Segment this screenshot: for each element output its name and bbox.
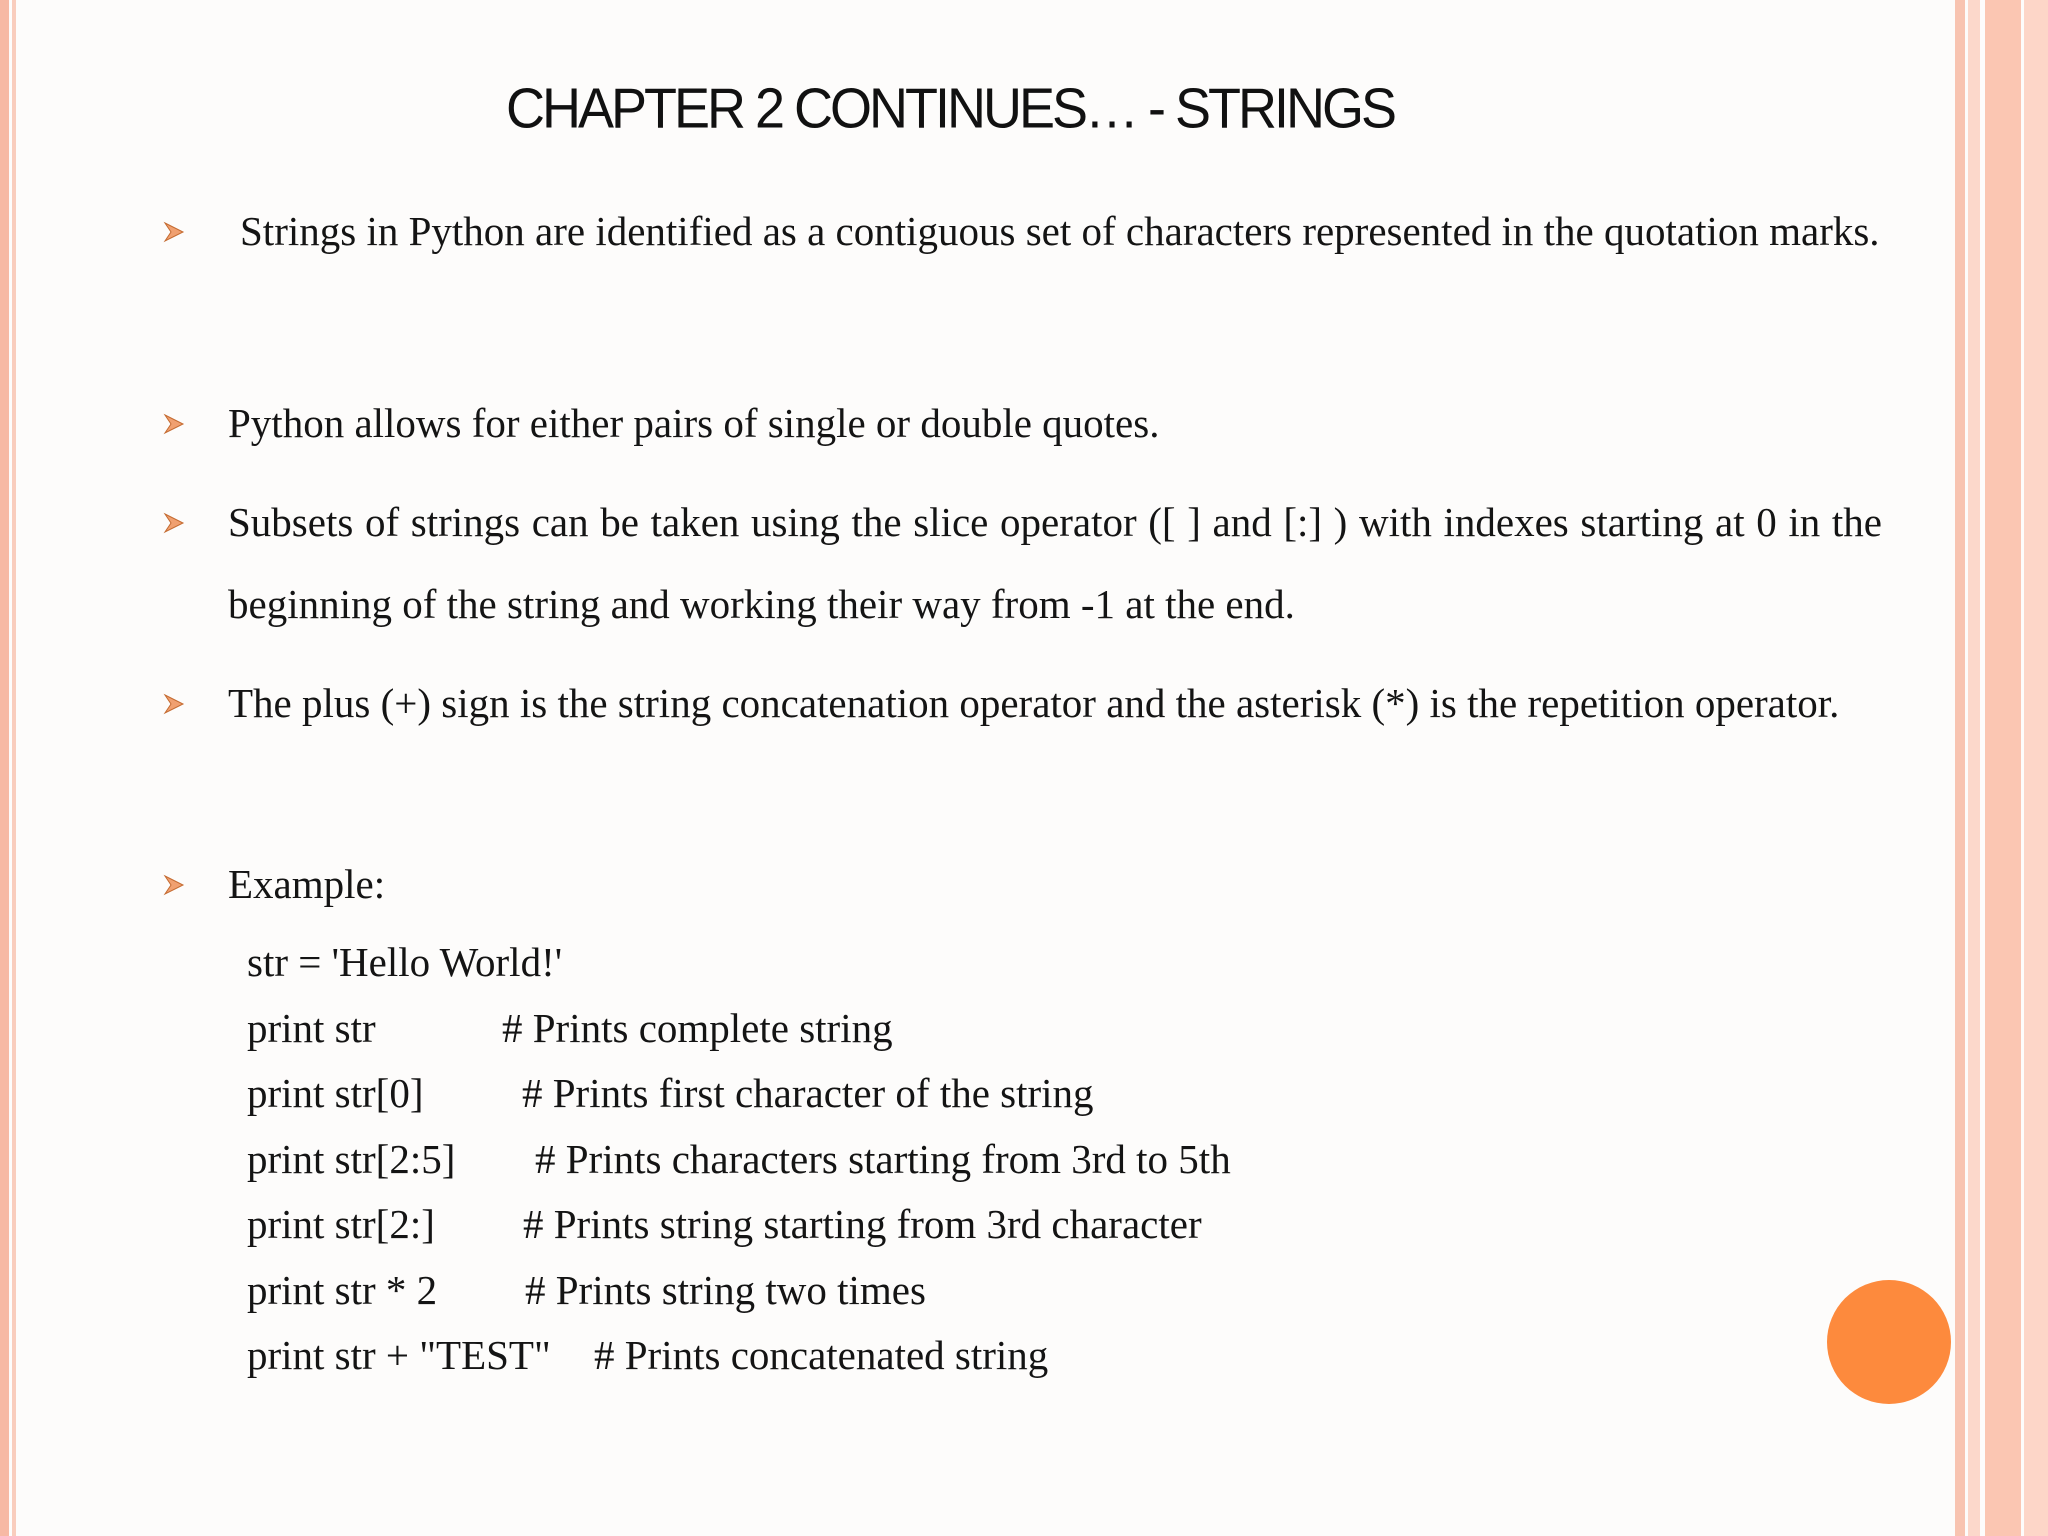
bullet-text: Subsets of strings can be taken using the slice operator ([ ] and [:] ) with indexes starting at 0 in the beginning of the string and working their way from -1 at the end. — [228, 499, 1882, 627]
arrow-right-icon — [162, 220, 186, 244]
left-border-stripe — [0, 0, 9, 1536]
code-line — [247, 998, 893, 1064]
code-example — [247, 932, 1231, 1391]
code-comment: # Prints first character of the string — [522, 1070, 1094, 1116]
code-comment: # Prints string starting from 3rd character — [523, 1201, 1202, 1247]
code-statement: str = 'Hello World!' — [247, 939, 563, 985]
left-border-stripe-thin — [12, 0, 16, 1536]
code-comment: # Prints string two times — [525, 1266, 926, 1313]
code-comment: # Prints complete string — [502, 1004, 893, 1051]
right-border-stripe — [1955, 0, 1965, 1536]
bullet-text: Strings in Python are identified as a contiguous set of characters represented in the quotation marks. — [240, 208, 1880, 254]
bullet-text: Python allows for either pairs of single or double quotes. — [228, 400, 1160, 446]
code-statement: print str[2:] — [247, 1201, 435, 1247]
slide-title: CHAPTER 2 CONTINUES… - STRINGS — [505, 77, 1395, 141]
code-comment: # Prints characters starting from 3rd to 5th — [535, 1135, 1231, 1182]
code-line — [247, 1260, 926, 1326]
code-line — [247, 1325, 1049, 1391]
right-border-stripe — [2024, 0, 2048, 1536]
code-statement: print str * 2 — [247, 1266, 438, 1313]
decorative-circle — [1827, 1280, 1951, 1404]
code-statement: print str[0] — [247, 1070, 424, 1116]
code-statement: print str + "TEST" — [247, 1332, 551, 1378]
code-statement: print str — [247, 1004, 376, 1051]
right-border-stripe — [1985, 0, 2021, 1536]
bullet-text: Example: — [228, 861, 386, 907]
code-line — [247, 932, 563, 998]
arrow-right-icon — [162, 873, 186, 897]
arrow-right-icon — [162, 511, 186, 535]
code-comment: # Prints concatenated string — [594, 1332, 1049, 1378]
arrow-right-icon — [162, 412, 186, 436]
code-line — [247, 1129, 1231, 1195]
bullet-text: The plus (+) sign is the string concatenation operator and the asterisk (*) is the repetition operator. — [228, 680, 1840, 726]
code-line — [247, 1063, 1094, 1129]
arrow-right-icon — [162, 692, 186, 716]
right-border-stripe — [1968, 0, 1980, 1536]
code-line — [247, 1194, 1202, 1260]
code-statement: print str[2:5] — [247, 1135, 456, 1182]
